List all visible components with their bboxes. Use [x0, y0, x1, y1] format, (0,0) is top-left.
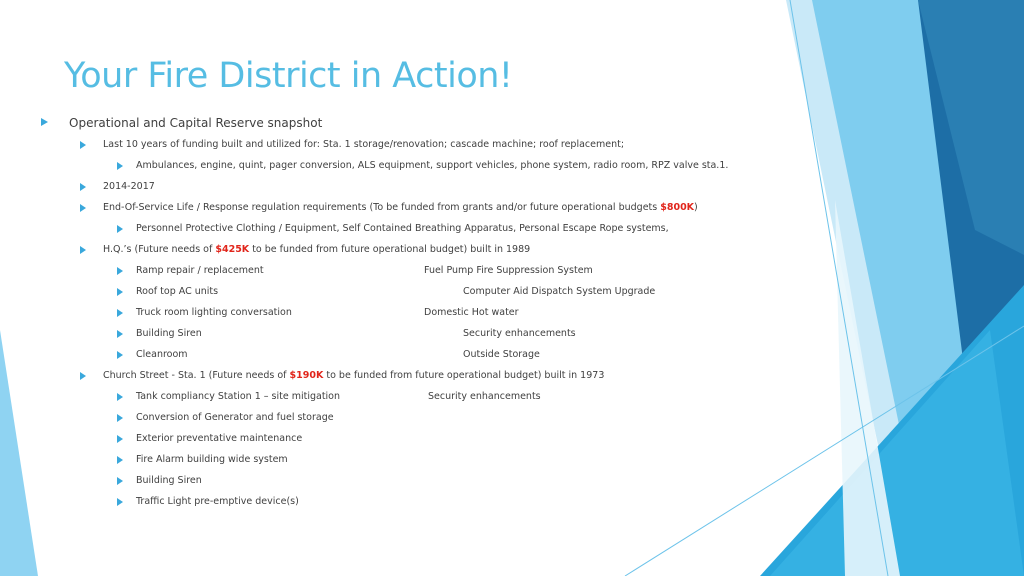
triangle-right-icon — [80, 204, 86, 212]
amount-800k: $800K — [660, 202, 695, 213]
triangle-right-icon — [80, 372, 86, 380]
bullet-text: Personnel Protective Clothing / Equipment, Self Contained Breathing Apparatus, Personal Escape Rope systems, — [136, 223, 669, 234]
church-item — [136, 432, 302, 446]
bullet-ppe — [136, 222, 669, 236]
church-item — [136, 474, 202, 488]
bullet-operational — [69, 116, 322, 130]
bullet-text: 2014-2017 — [103, 181, 155, 192]
bullet-text: Church Street - Sta. 1 (Future needs of — [103, 370, 290, 381]
bullet-church-street — [103, 369, 604, 383]
bullet-text: Ambulances, engine, quint, pager conversion, ALS equipment, support vehicles, phone system, radio room, RPZ valve sta.1. — [136, 160, 729, 171]
triangle-right-icon — [41, 118, 48, 126]
bullet-years — [103, 180, 155, 194]
hq-item — [136, 348, 188, 362]
church-item — [136, 411, 334, 425]
bullet-text: Building Siren — [136, 328, 202, 339]
bullet-end-of-service — [103, 201, 698, 215]
triangle-right-icon — [117, 477, 123, 485]
hq-item — [136, 327, 202, 341]
hq-item-right: Outside Storage — [463, 349, 540, 360]
triangle-right-icon — [117, 414, 123, 422]
triangle-right-icon — [80, 246, 86, 254]
church-item — [136, 453, 288, 467]
hq-item-right: Security enhancements — [463, 328, 576, 339]
bullet-text: Last 10 years of funding built and utilized for: Sta. 1 storage/renovation; cascade machine; roof replacement; — [103, 139, 625, 150]
bullet-text: Building Siren — [136, 475, 202, 486]
bullet-text: H.Q.’s (Future needs of — [103, 244, 216, 255]
church-item — [136, 390, 340, 404]
triangle-right-icon — [117, 351, 123, 359]
bullet-text: End-Of-Service Life / Response regulation requirements (To be funded from grants and/or future operational budgets — [103, 202, 661, 213]
bullet-text: Operational and Capital Reserve snapshot — [69, 116, 323, 130]
triangle-right-icon — [117, 162, 123, 170]
bullet-text: Ramp repair / replacement — [136, 265, 264, 276]
slide-title: Your Fire District in Action! — [64, 56, 513, 96]
triangle-right-icon — [117, 456, 123, 464]
triangle-right-icon — [117, 267, 123, 275]
triangle-right-icon — [117, 309, 123, 317]
right-accent-shape-mid — [812, 0, 1024, 576]
bullet-text: Traffic Light pre-emptive device(s) — [136, 496, 299, 507]
triangle-right-icon — [117, 435, 123, 443]
bullet-text: Cleanroom — [136, 349, 188, 360]
right-accent-shape-blue — [918, 0, 1024, 576]
left-accent-shape — [0, 330, 38, 576]
triangle-right-icon — [117, 288, 123, 296]
triangle-right-icon — [117, 330, 123, 338]
hq-item-right: Domestic Hot water — [424, 307, 519, 318]
bullet-text: Conversion of Generator and fuel storage — [136, 412, 334, 423]
triangle-right-icon — [80, 183, 86, 191]
bullet-text-end: to be funded from future operational budget) built in 1973 — [323, 370, 605, 381]
church-item — [136, 495, 299, 509]
church-item-right: Security enhancements — [428, 391, 541, 402]
right-accent-shape-bright — [760, 285, 1024, 576]
triangle-right-icon — [117, 498, 123, 506]
bullet-ambulances — [136, 159, 728, 173]
decor-line-1 — [790, 0, 888, 576]
hq-item — [136, 264, 264, 278]
bullet-text-end: to be funded from future operational budget) built in 1989 — [249, 244, 531, 255]
triangle-right-icon — [117, 393, 123, 401]
hq-item-right: Computer Aid Dispatch System Upgrade — [463, 286, 656, 297]
bullet-text-end: ) — [694, 202, 698, 213]
right-accent-shape-pale — [770, 330, 1024, 576]
bullet-text: Exterior preventative maintenance — [136, 433, 303, 444]
decor-line-2 — [625, 326, 1024, 576]
bullet-hq — [103, 243, 530, 257]
right-accent-shape-steel — [918, 0, 1024, 255]
right-accent-shape-light — [786, 0, 1024, 576]
hq-item-right: Fuel Pump Fire Suppression System — [424, 265, 593, 276]
triangle-right-icon — [80, 141, 86, 149]
bullet-text: Tank compliancy Station 1 – site mitigation — [136, 391, 341, 402]
bullet-last-10-years — [103, 138, 624, 152]
hq-item — [136, 285, 218, 299]
bullet-text: Truck room lighting conversation — [136, 307, 292, 318]
triangle-right-icon — [117, 225, 123, 233]
amount-190k: $190K — [289, 370, 324, 381]
right-accent-shape-white — [835, 200, 900, 576]
amount-425k: $425K — [215, 244, 250, 255]
bullet-text: Roof top AC units — [136, 286, 219, 297]
bullet-text: Fire Alarm building wide system — [136, 454, 288, 465]
hq-item — [136, 306, 292, 320]
